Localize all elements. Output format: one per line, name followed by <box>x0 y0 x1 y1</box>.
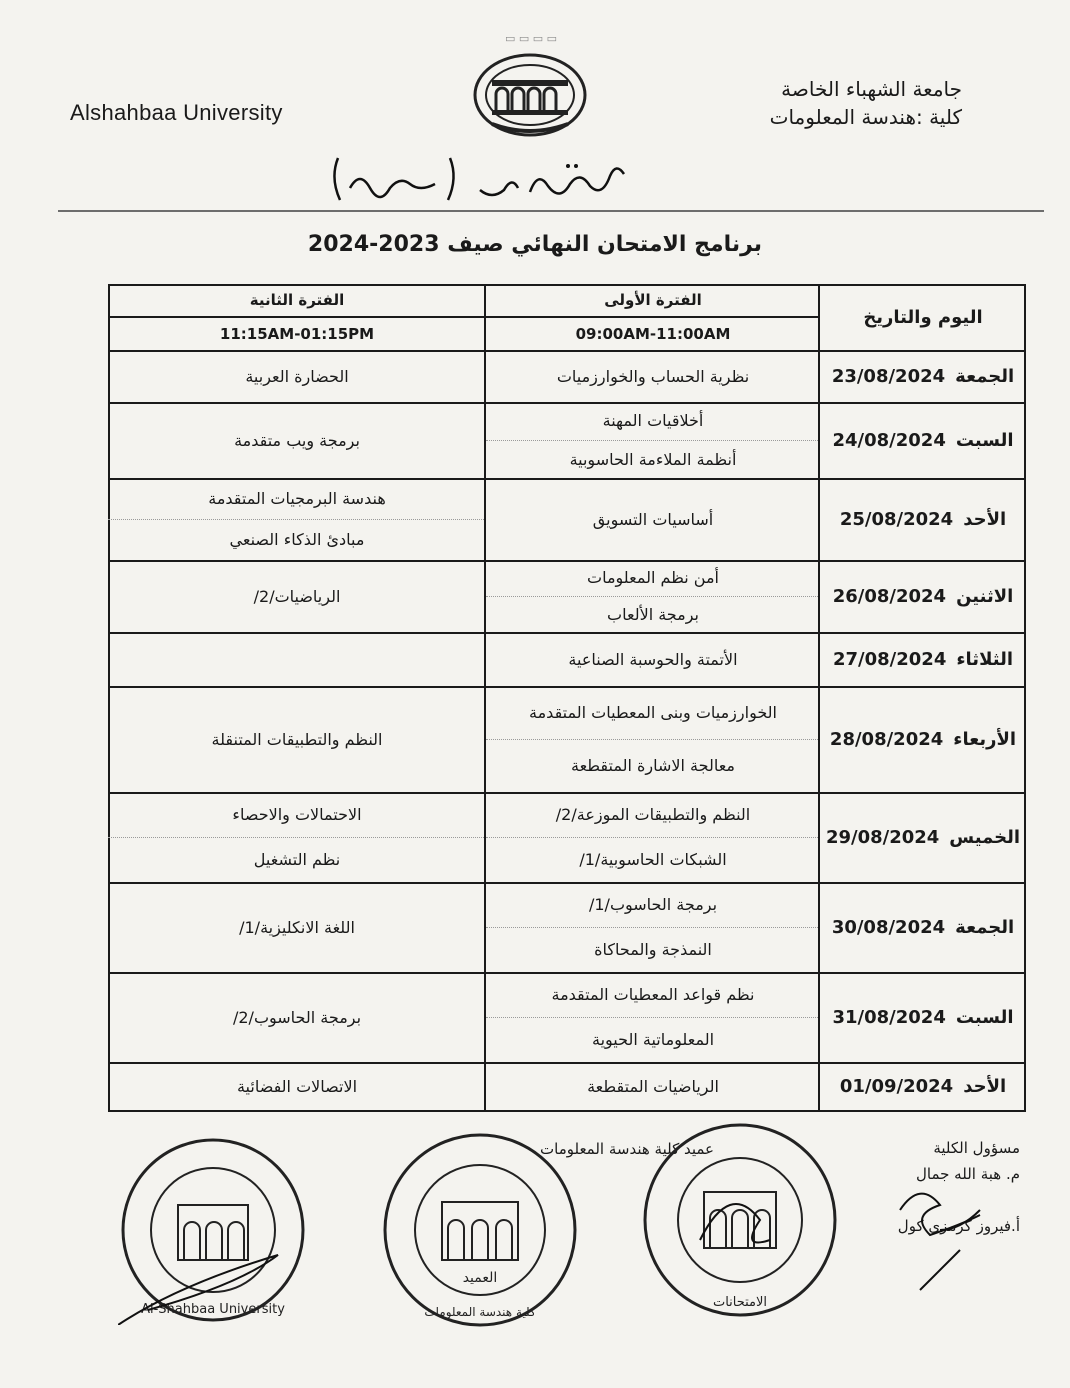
handwritten-signature <box>880 1170 1000 1300</box>
exams-stamp <box>640 1120 840 1320</box>
exam-date: 30/08/2024 <box>831 916 946 938</box>
stamp-text: كلية هندسة المعلومات <box>424 1305 536 1319</box>
period1-cell <box>486 478 820 560</box>
course-name: الخوارزميات وبنى المعطيات المتقدمة <box>529 702 777 722</box>
exam-date: 23/08/2024 <box>831 365 946 387</box>
course-name: اللغة الانكليزية/1/ <box>239 917 355 937</box>
period2-cell <box>108 478 486 560</box>
day-date-cell <box>820 560 1026 632</box>
period1-cell <box>486 1062 820 1110</box>
table-row <box>108 882 1026 974</box>
course-name: نظرية الحساب والخوارزميات <box>556 366 750 386</box>
header-divider <box>58 210 1044 212</box>
university-name-ar: جامعة الشهباء الخاصة <box>781 77 962 101</box>
course-name: الاحتمالات والاحصاء <box>232 804 362 824</box>
day-name: الاثنين <box>956 585 1014 607</box>
day-date-cell <box>820 972 1026 1062</box>
table-row <box>108 972 1026 1064</box>
period2-cell <box>108 792 486 882</box>
day-name: الجمعة <box>955 916 1015 938</box>
table-row <box>108 792 1026 884</box>
period2-cell <box>108 1062 486 1110</box>
period2-cell <box>108 350 486 402</box>
day-name: الأحد <box>963 1075 1007 1097</box>
day-date-cell <box>820 1062 1026 1110</box>
course-name: النظم والتطبيقات المتنقلة <box>211 729 383 749</box>
course-name: أمن نظم المعلومات <box>587 568 719 588</box>
course-name: أساسيات التسويق <box>592 509 714 529</box>
day-date-header: اليوم والتاريخ <box>863 306 983 328</box>
stamp-label: العميد <box>462 1270 498 1286</box>
exam-date: 26/08/2024 <box>832 585 947 607</box>
table-row <box>108 350 1026 404</box>
table-row <box>108 632 1026 688</box>
exam-date: 31/08/2024 <box>832 1006 946 1028</box>
table-row <box>108 1062 1026 1112</box>
day-name: الأحد <box>963 508 1007 530</box>
exam-date: 01/09/2024 <box>839 1075 954 1097</box>
day-date-cell <box>820 792 1026 882</box>
period1-cell <box>486 350 820 402</box>
course-name: الشبكات الحاسوبية/1/ <box>486 837 820 883</box>
document-title: برنامج الامتحان النهائي صيف 2023-2024 <box>307 232 763 257</box>
period2-cell <box>108 560 486 632</box>
period2-cell <box>108 882 486 972</box>
exam-date: 29/08/2024 <box>825 826 940 848</box>
exam-date: 24/08/2024 <box>832 429 946 451</box>
exam-date: 25/08/2024 <box>839 508 954 530</box>
period1-cell <box>486 882 820 972</box>
day-date-cell <box>820 478 1026 560</box>
course-name: الأتمتة والحوسبة الصناعية <box>568 649 738 669</box>
course-name: برمجة الألعاب <box>486 596 820 633</box>
period2-time: 11:15AM-01:15PM <box>108 316 486 350</box>
table-row <box>108 478 1026 562</box>
faculty-name-ar: كلية :هندسة المعلومات <box>769 105 962 129</box>
university-header-ar <box>770 75 962 131</box>
course-name: النظم والتطبيقات الموزعة/2/ <box>555 804 751 824</box>
course-name: النمذجة والمحاكاة <box>486 927 820 973</box>
day-name: الثلاثاء <box>956 648 1014 670</box>
period1-cell <box>486 972 820 1062</box>
college-official-title: مسؤول الكلية <box>933 1139 1020 1157</box>
day-name: الأربعاء <box>953 728 1017 750</box>
faculty-stamp <box>380 1130 580 1330</box>
period1-cell <box>486 686 820 792</box>
course-name: مبادئ الذكاء الصنعي <box>108 519 486 561</box>
college-official-name-2: أ.فيروز كرمزي كول <box>897 1217 1020 1235</box>
handwritten-note <box>330 148 640 208</box>
course-name: برمجة الحاسوب/1/ <box>588 894 718 914</box>
college-official-name: م. هبة الله جمال <box>916 1165 1020 1183</box>
course-name: هندسة البرمجيات المتقدمة <box>208 488 386 508</box>
period1-label: الفترة الأولى <box>604 291 702 309</box>
period1-cell <box>486 560 820 632</box>
period2-label: الفترة الثانية <box>249 291 345 309</box>
course-name: أخلاقيات المهنة <box>602 411 704 431</box>
course-name: الرياضيات المتقطعة <box>587 1076 719 1096</box>
exam-date: 27/08/2024 <box>833 648 947 670</box>
day-date-cell <box>820 686 1026 792</box>
table-row <box>108 560 1026 634</box>
period2-header <box>108 284 486 350</box>
day-date-cell <box>820 402 1026 478</box>
period2-cell <box>108 686 486 792</box>
exam-date: 28/08/2024 <box>829 728 944 750</box>
course-name: الرياضيات/2/ <box>253 586 341 606</box>
period1-cell <box>486 402 820 478</box>
day-name: الجمعة <box>955 365 1015 387</box>
period1-cell <box>486 792 820 882</box>
course-name: نظم قواعد المعطيات المتقدمة <box>551 984 755 1004</box>
faint-top-stamp: ▭ ▭ ▭ ▭ <box>505 32 558 45</box>
course-name: أنظمة الملاءمة الحاسوبية <box>486 440 820 479</box>
table-row <box>108 686 1026 794</box>
table-row <box>108 402 1026 480</box>
period2-cell <box>108 972 486 1062</box>
course-name: المعلوماتية الحيوية <box>486 1017 820 1063</box>
stamp-text: Al-Shahbaa University <box>141 1302 285 1317</box>
period2-cell <box>108 402 486 478</box>
day-date-cell <box>820 350 1026 402</box>
table-header-row <box>108 284 1026 352</box>
day-name: الخميس <box>949 826 1021 848</box>
course-name: نظم التشغيل <box>108 837 486 883</box>
course-name: الاتصالات الفضائية <box>236 1076 358 1096</box>
day-date-cell <box>820 632 1026 686</box>
period1-time: 09:00AM-11:00AM <box>486 316 820 350</box>
course-name: الحضارة العربية <box>245 366 349 386</box>
day-date-cell <box>820 882 1026 972</box>
course-name: برمجة الحاسوب/2/ <box>232 1007 362 1027</box>
dean-title: عميد كلية هندسة المعلومات <box>540 1140 715 1158</box>
period1-cell <box>486 632 820 686</box>
course-name <box>108 632 486 686</box>
period1-header <box>486 284 820 350</box>
course-name: معالجة الاشارة المتقطعة <box>486 739 820 793</box>
column-divider <box>818 284 820 1110</box>
university-stamp <box>118 1135 308 1325</box>
day-name: السبت <box>955 429 1014 451</box>
university-logo <box>472 52 588 138</box>
university-name-en: Alshahbaa University <box>70 100 283 125</box>
stamp-text: الامتحانات <box>712 1295 768 1310</box>
course-name: برمجة ويب متقدمة <box>234 430 360 450</box>
column-divider <box>484 284 486 1110</box>
period2-cell <box>108 632 486 686</box>
day-name: السبت <box>955 1006 1014 1028</box>
